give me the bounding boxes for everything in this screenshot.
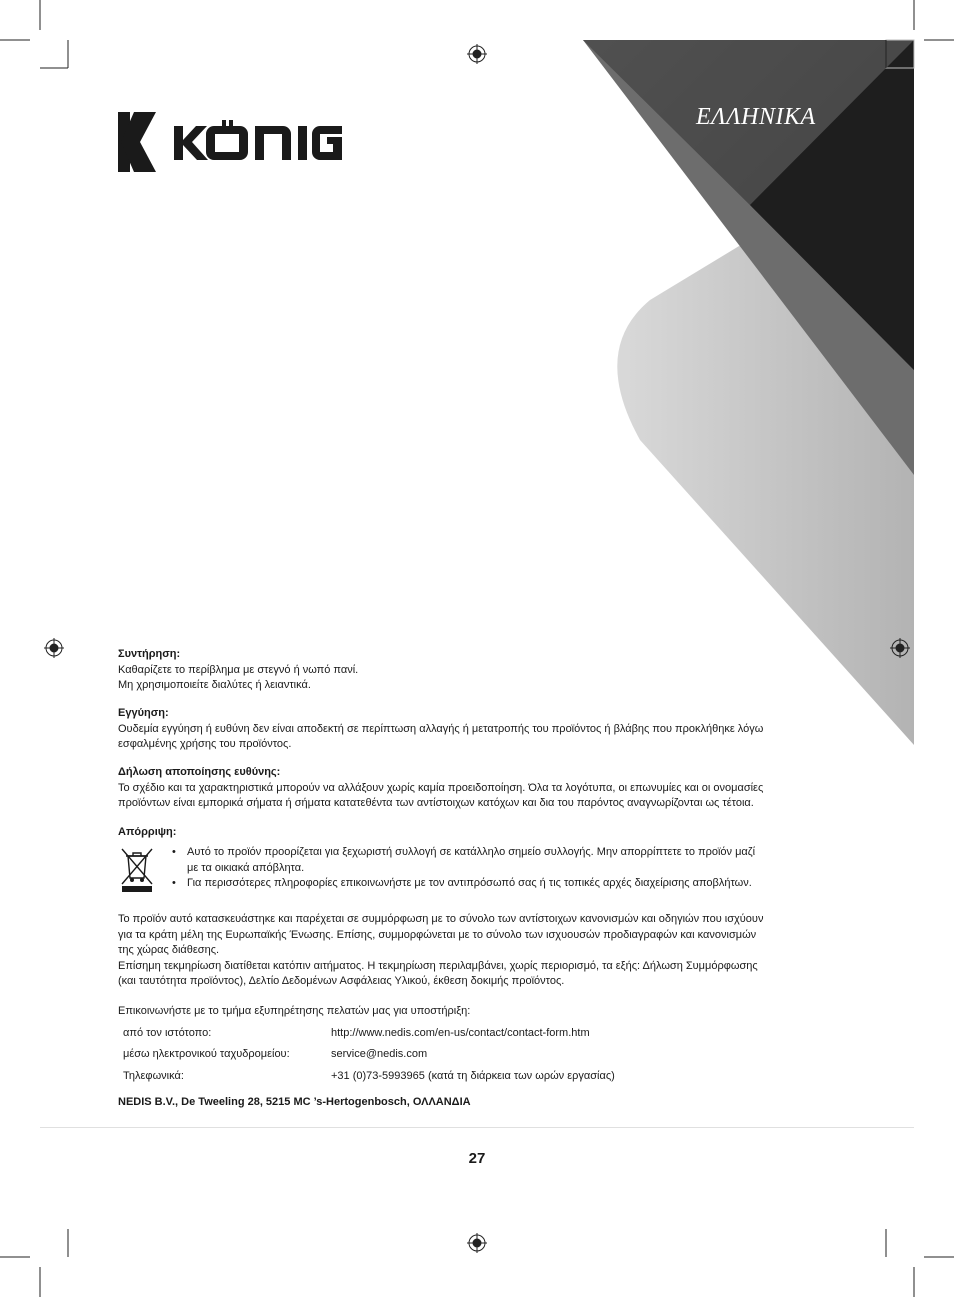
crossed-out-bin-icon [120, 846, 154, 892]
compliance-line: για τα κράτη μέλη της Ευρωπαϊκής Ένωσης. Επίσης, συμμορφώνεται με το σύνολο των ισχυουσών προδιαγραφών και κανονισμών [118, 928, 757, 941]
maintenance-heading: Συντήρηση: [118, 648, 181, 660]
language-label: ΕΛΛΗΝΙΚΑ [696, 104, 816, 130]
list-item: • Αυτό το προϊόν προορίζεται για ξεχωριστή συλλογή σε κατάλληλο σημείο συλλογής. Μην απορρίπτετε το προϊόν μαζί με τα οικιακά απόβλητα. [172, 845, 812, 876]
contact-label-email: μέσω ηλεκτρονικού ταχυδρομείου: [123, 1048, 290, 1060]
contact-label-website: από τον ιστότοπο: [123, 1027, 212, 1039]
page-number: 27 [468, 1150, 486, 1167]
contact-website-link[interactable]: http://www.nedis.com/en-us/contact/contact-form.htm [331, 1027, 590, 1039]
disclaimer-heading: Δήλωση αποποίησης ευθύνης: [118, 766, 281, 778]
compliance-line: Επίσημη τεκμηρίωση διατίθεται κατόπιν αιτήματος. Η τεκμηρίωση περιλαμβάνει, χωρίς περιορισμό, τα εξής: Δήλωση Συμμόρφωσης [118, 959, 758, 972]
maintenance-section [118, 647, 818, 694]
contact-intro: Επικοινωνήστε με το τμήμα εξυπηρέτησης πελατών μας για υποστήριξη: [118, 1005, 471, 1017]
contact-email-link[interactable]: service@nedis.com [331, 1048, 428, 1060]
company-address: NEDIS B.V., De Tweeling 28, 5215 MC ’s-Hertogenbosch, ΟΛΛΑΝΔΙΑ [118, 1096, 471, 1108]
disclaimer-line: προϊόντων είναι εμπορικά σήματα ή σήματα κατατεθέντα των αντίστοιχων κατόχων και δια του παρόντος αναγνωρίζονται ως τέτοια. [118, 797, 754, 809]
compliance-section [118, 912, 828, 990]
disclaimer-section [118, 765, 828, 812]
konig-logo [118, 112, 342, 172]
warranty-section [118, 706, 818, 753]
list-item: • Για περισσότερες πληροφορίες επικοινωνήστε με τον αντιπρόσωπό σας ή τις τοπικές αρχές διαχείρισης αποβλήτων. [172, 876, 812, 892]
contact-label-phone: Τηλεφωνικά: [123, 1070, 184, 1082]
disposal-list [172, 845, 812, 892]
disclaimer-line: Το σχέδιο και τα χαρακτηριστικά μπορούν να αλλάξουν χωρίς καμία προειδοποίηση. Όλα τα λογότυπα, οι επωνυμίες και οι ονομασίες [118, 781, 764, 794]
compliance-line: της χώρας διάθεσης. [118, 944, 220, 956]
warranty-line: εσφαλμένης χρήσης του προϊόντος. [118, 738, 292, 750]
warranty-heading: Εγγύηση: [118, 707, 169, 719]
contact-phone-value: +31 (0)73-5993965 (κατά τη διάρκεια των ωρών εργασίας) [331, 1070, 615, 1082]
compliance-line: Το προϊόν αυτό κατασκευάστηκε και παρέχεται σε συμμόρφωση με το σύνολο των αντίστοιχων κανονισμών και οδηγιών που ισχύουν [118, 913, 764, 925]
compliance-line: (και ταυτότητα προϊόντος), Δελτίο Δεδομένων Ασφάλειας Υλικού, έκθεση δοκιμής προϊόντος. [118, 975, 565, 987]
maintenance-line: Καθαρίζετε το περίβλημα με στεγνό ή νωπό πανί. [118, 663, 359, 676]
disposal-heading: Απόρριψη: [118, 826, 177, 838]
maintenance-line: Μη χρησιμοποιείτε διαλύτες ή λειαντικά. [118, 679, 311, 691]
warranty-line: Ουδεμία εγγύηση ή ευθύνη δεν είναι αποδεκτή σε περίπτωση αλλαγής ή μετατροπής του προϊόντος ή βλάβης που προκλήθηκε λόγω [118, 722, 764, 735]
